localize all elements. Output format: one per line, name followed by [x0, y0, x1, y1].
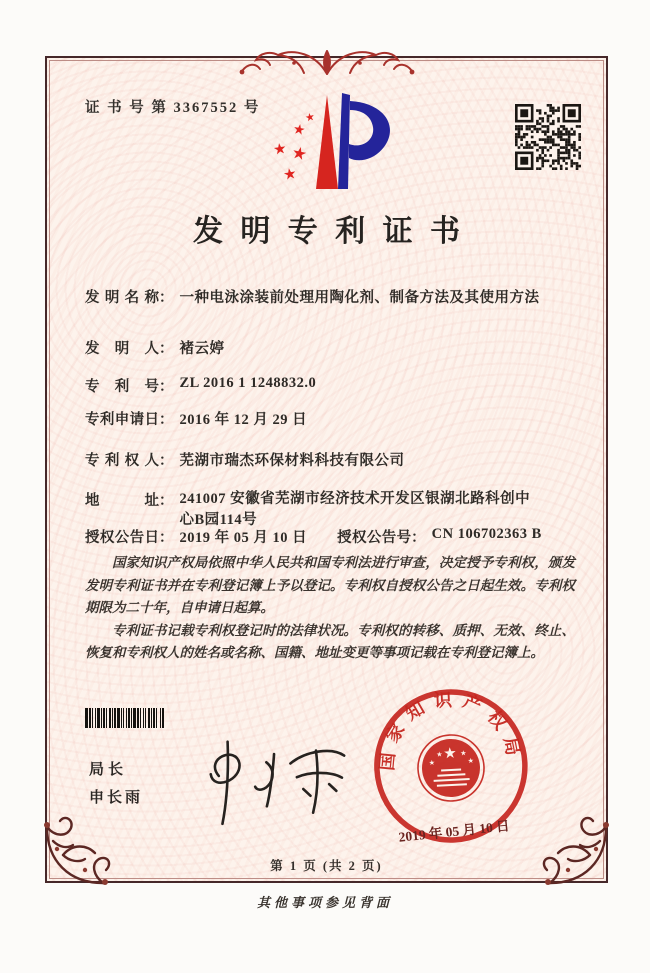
bottom-left-corner-ornament-icon: [39, 793, 135, 889]
field-colon: ：: [159, 290, 174, 306]
field-value: 2016 年 12 月 29 日: [179, 412, 308, 428]
field-colon: ：: [159, 493, 174, 509]
legal-paragraph-2: 专利证书记载专利权登记时的法律状况。专利权的转移、质押、无效、终止、恢复和专利权人的姓名或名称、国籍、地址变更等事项记载在专利登记簿上。: [85, 622, 575, 660]
field-colon: ：: [159, 530, 174, 546]
svg-text:★: ★: [442, 743, 458, 763]
field-value: CN 106702363 B: [431, 526, 542, 542]
field-label: 授权公告号: [337, 530, 412, 546]
field-value: 2019 年 05 月 10 日: [179, 530, 308, 546]
field-value: 褚云婷: [179, 341, 225, 357]
field-filing-date: [85, 408, 307, 429]
field-patentee: [85, 449, 405, 470]
field-address: [85, 489, 532, 531]
svg-text:★: ★: [271, 139, 288, 159]
page-number: 第 1 页 (共 2 页): [270, 859, 383, 873]
legal-paragraph-1: 国家知识产权局依照中华人民共和国专利法进行审查，决定授予专利权，颁发发明专利证书并在专利登记簿上予以登记。专利权自授权公告之日起生效。专利权期限为二十年，自申请日起算。: [85, 555, 575, 615]
back-note: 其他事项参见背面: [256, 895, 393, 910]
field-grant-row: [85, 526, 542, 547]
commissioner-title: 局长: [89, 762, 128, 778]
national-emblem-icon: [416, 733, 485, 802]
svg-text:★: ★: [291, 121, 307, 140]
field-colon: ：: [159, 453, 174, 469]
legal-text: [85, 552, 575, 665]
svg-text:★: ★: [467, 756, 475, 766]
svg-text:★: ★: [436, 750, 443, 759]
field-label: 专利权人: [85, 453, 159, 469]
field-label: 发明名称: [85, 290, 159, 306]
field-value: 芜湖市瑞杰环保材料科技有限公司: [179, 453, 405, 469]
top-flourish-ornament-icon: [232, 41, 422, 79]
certificate-title: 发明专利证书: [192, 215, 478, 248]
svg-text:★: ★: [289, 142, 309, 166]
field-inventor: [85, 337, 225, 358]
seal-ring-text: 国家知识产权局: [376, 689, 525, 772]
certificate-number: 证 书 号 第 3367552 号: [85, 100, 261, 116]
commissioner-signature-icon: [185, 734, 365, 829]
field-value: ZL 2016 1 1248832.0: [179, 375, 317, 391]
field-label: 地址: [85, 493, 159, 509]
field-invention-name: [85, 286, 540, 307]
certificate-frame: [45, 56, 608, 883]
field-colon: ：: [159, 412, 174, 428]
field-value: 一种电泳涂装前处理用陶化剂、制备方法及其使用方法: [179, 290, 540, 306]
svg-text:★: ★: [428, 758, 436, 768]
field-label: 专利号: [85, 379, 159, 395]
svg-text:★: ★: [303, 109, 317, 125]
cnipa-official-seal: [365, 682, 537, 854]
field-grant-number: [337, 526, 542, 547]
field-label: 发明人: [85, 341, 159, 357]
barcode-icon: [85, 708, 257, 728]
field-colon: ：: [159, 341, 174, 357]
field-patent-number: [85, 375, 316, 396]
field-colon: ：: [411, 530, 426, 546]
field-colon: ：: [159, 379, 174, 395]
commissioner-name: 申长雨: [89, 790, 144, 806]
field-value: 241007 安徽省芜湖市经济技术开发区银湖北路科创中心B园114号: [179, 491, 531, 528]
cnipa-logo-icon: [265, 91, 405, 195]
svg-text:★: ★: [281, 164, 299, 185]
svg-text:★: ★: [460, 749, 467, 758]
seal-date: 2019 年 05 月 10 日: [397, 818, 511, 845]
field-label: 授权公告日: [85, 530, 159, 546]
qr-code-icon: [515, 104, 581, 170]
field-label: 专利申请日: [85, 412, 159, 428]
